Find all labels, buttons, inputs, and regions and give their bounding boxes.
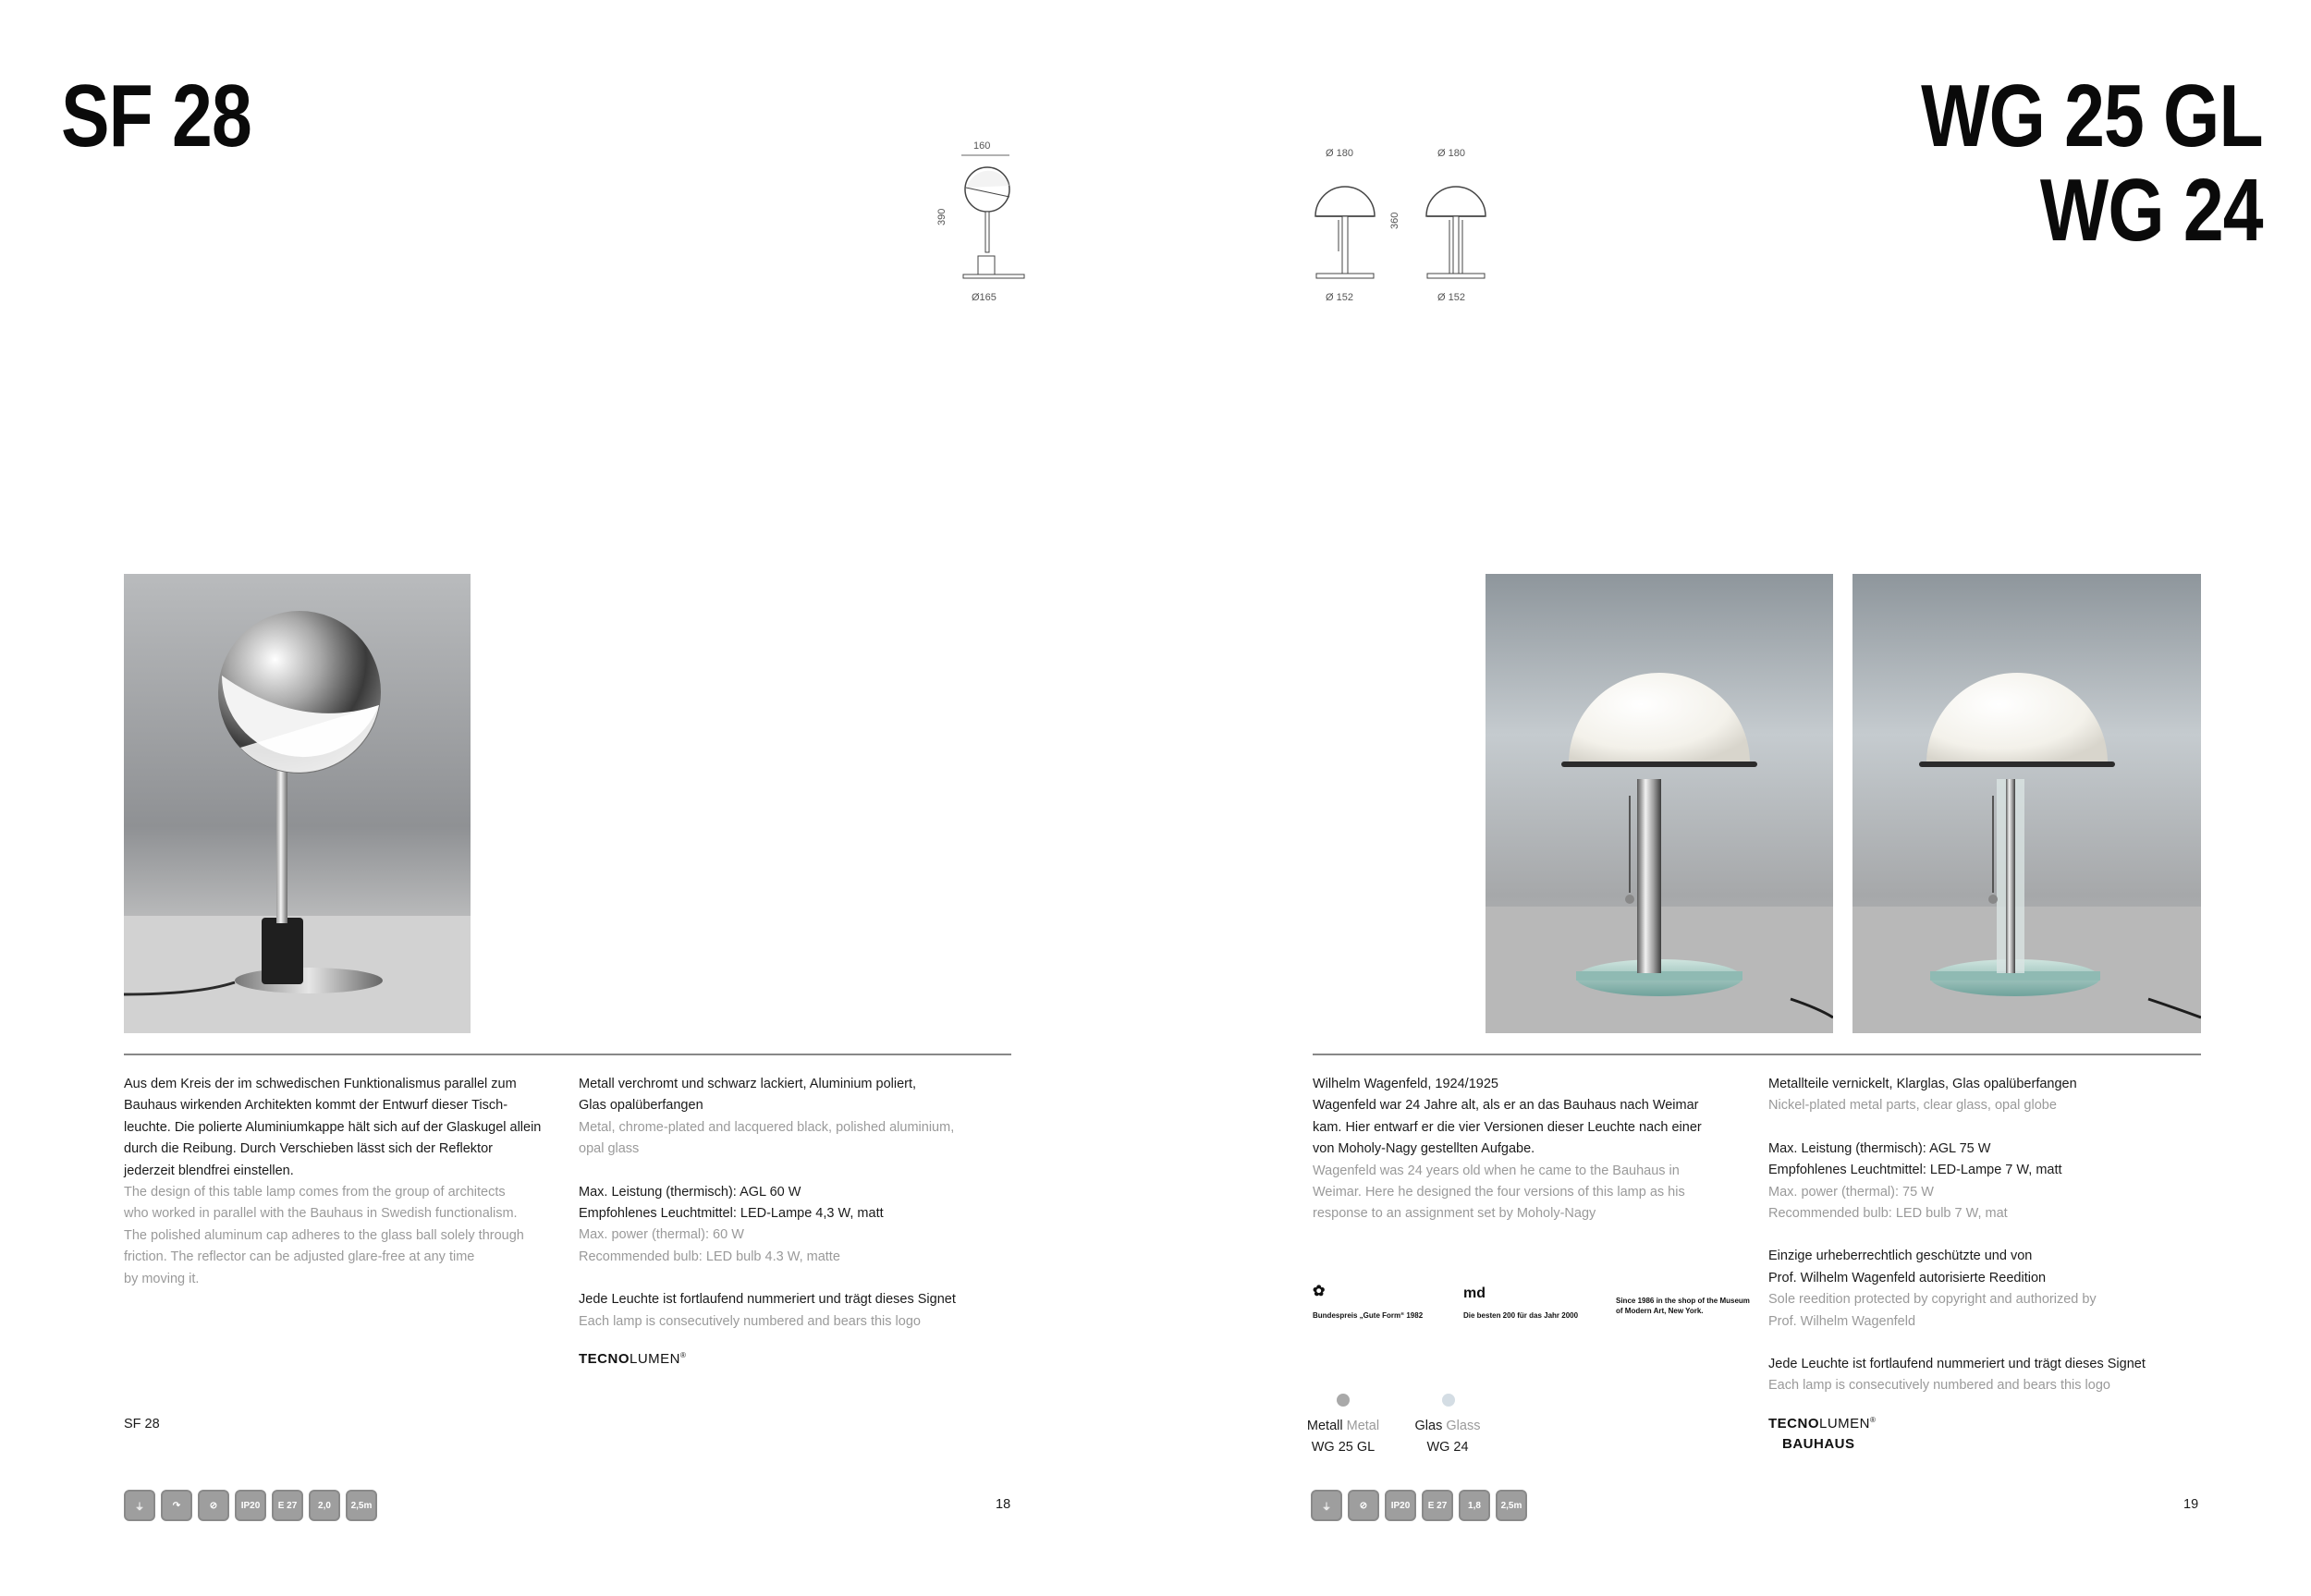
wg-copyright-en: Prof. Wilhelm Wagenfeld (1768, 1313, 1916, 1329)
wg-numbered-en: Each lamp is consecutively numbered and bears this logo (1768, 1378, 2110, 1394)
wg25-base-dim: Ø 152 (1326, 292, 1353, 303)
wg-desc-de-line: Wagenfeld war 24 Jahre alt, als er an das Bauhaus nach Weimar (1313, 1098, 1699, 1114)
wg-numbered-de: Jede Leuchte ist fortlaufend nummeriert und trägt dieses Signet (1768, 1357, 2146, 1372)
variant-metal-model: WG 25 GL (1311, 1440, 1376, 1455)
e27-icon: E 27 (272, 1490, 303, 1521)
weight-icon: 1,8 (1459, 1490, 1490, 1521)
sf28-description (124, 1074, 558, 1290)
wg-desc-en-line: Wagenfeld was 24 years old when he came to the Bauhaus in (1313, 1163, 1680, 1178)
sf28-desc-en-line: who worked in parallel with the Bauhaus in Swedish functionalism. (124, 1206, 518, 1222)
wg-copyright-de: Einzige urheberrechtlich geschützte und von (1768, 1249, 2033, 1264)
sf28-desc-de-line: jederzeit blendfrei einstellen. (124, 1163, 294, 1178)
wg-specs (1768, 1074, 2203, 1397)
weight-icon: 2,0 (309, 1490, 340, 1521)
wg-desc-en-line: response to an assignment set by Moholy-Nagy (1313, 1206, 1596, 1222)
sf28-model-label: SF 28 (124, 1417, 160, 1432)
sf28-desc-de-line: durch die Reibung. Durch Verschieben lässt sich der Reflektor (124, 1141, 493, 1157)
tecnolumen-logo: TECNOLUMEN® (579, 1351, 687, 1367)
sf28-photo (124, 574, 471, 1033)
sf28-width-dim: 160 (973, 140, 991, 152)
sf28-desc-en-line: The polished aluminum cap adheres to the glass ball solely through (124, 1227, 524, 1243)
wg25gl-photo (1486, 574, 1833, 1033)
wg-spec-icons (1311, 1490, 1527, 1521)
md-award-icon: md (1463, 1285, 1486, 1301)
sf28-height-dim: 390 (936, 208, 948, 225)
metal-swatch (1337, 1394, 1350, 1407)
variant-glass-model: WG 24 (1426, 1440, 1469, 1455)
sf28-power-de: Empfohlenes Leuchtmittel: LED-Lampe 4,3 W, matt (579, 1206, 884, 1222)
page-title-sf28: SF 28 (61, 67, 251, 165)
sf28-material-en: opal glass (579, 1141, 640, 1157)
bauhaus-logo-text: BAUHAUS (1782, 1436, 1855, 1452)
sf28-power-en: Recommended bulb: LED bulb 4.3 W, matte (579, 1249, 840, 1264)
sf28-desc-de-line: Aus dem Kreis der im schwedischen Funktionalismus parallel zum (124, 1077, 517, 1091)
right-divider (1313, 1054, 2201, 1055)
sf28-spec-icons (124, 1490, 377, 1521)
wg-desc-de-line: kam. Hier entwarf er die vier Versionen dieser Leuchte nach einer (1313, 1119, 1702, 1135)
md-award: Die besten 200 für das Jahr 2000 (1463, 1311, 1579, 1320)
adjustable-icon: ↷ (161, 1490, 192, 1521)
ip20-icon: IP20 (1385, 1490, 1416, 1521)
sf28-power-de: Max. Leistung (thermisch): AGL 60 W (579, 1184, 801, 1200)
left-divider (124, 1054, 1011, 1055)
earthing-icon: ⏚ (1311, 1490, 1342, 1521)
sf28-base-dim: Ø165 (972, 292, 997, 303)
wg-copyright-en: Sole reedition protected by copyright and authorized by (1768, 1292, 2097, 1308)
page-title-wg25gl: WG 25 GL (1921, 67, 2263, 165)
page-number-left: 18 (996, 1497, 1011, 1512)
wg-description (1313, 1074, 1747, 1225)
wg-power-en: Recommended bulb: LED bulb 7 W, mat (1768, 1206, 2008, 1222)
wg-drawing-svg (1303, 166, 1488, 285)
wg-power-de: Empfohlenes Leuchtmittel: LED-Lampe 7 W, matt (1768, 1163, 2062, 1178)
sf28-desc-en-line: The design of this table lamp comes from the group of architects (124, 1185, 506, 1200)
earthing-icon: ⏚ (124, 1490, 155, 1521)
wg-material-en: Nickel-plated metal parts, clear glass, opal globe (1768, 1098, 2057, 1114)
sf28-numbered-de: Jede Leuchte ist fortlaufend nummeriert und trägt dieses Signet (579, 1292, 956, 1308)
tecnolumen-bauhaus-logo: TECNOLUMEN® (1768, 1416, 1877, 1432)
sf28-desc-de-line: leuchte. Die polierte Aluminiumkappe hält sich auf der Glaskugel allein (124, 1119, 542, 1135)
ip20-icon: IP20 (235, 1490, 266, 1521)
wg25-diameter-dim: Ø 180 (1326, 148, 1353, 159)
wg-desc-de-line: Wilhelm Wagenfeld, 1924/1925 (1313, 1077, 1498, 1091)
wg-copyright-de: Prof. Wilhelm Wagenfeld autorisierte Reedition (1768, 1270, 2047, 1285)
gute-form-award: Bundespreis „Gute Form“ 1982 (1313, 1311, 1424, 1320)
sf28-numbered-en: Each lamp is consecutively numbered and bears this logo (579, 1313, 921, 1329)
no-halogen-icon: ⊘ (198, 1490, 229, 1521)
sf28-desc-de-line: Bauhaus wirkenden Architekten kommt der Entwurf dieser Tisch- (124, 1098, 508, 1114)
wg-desc-de-line: von Moholy-Nagy gestellten Aufgabe. (1313, 1141, 1535, 1157)
sf28-desc-en-line: by moving it. (124, 1271, 200, 1286)
e27-icon: E 27 (1422, 1490, 1453, 1521)
glass-swatch (1442, 1394, 1455, 1407)
cable-length-icon: 2,5m (346, 1490, 377, 1521)
sf28-material-de: Metall verchromt und schwarz lackiert, Aluminium poliert, (579, 1077, 917, 1091)
variant-metal: Metall Metal WG 25 GL (1299, 1416, 1388, 1458)
wg24-diameter-dim: Ø 180 (1437, 148, 1465, 159)
variant-glass: Glas Glass WG 24 (1403, 1416, 1492, 1458)
moma-award: Since 1986 in the shop of the Museum of Modern Art, New York. (1616, 1297, 1750, 1315)
wg24-photo (1852, 574, 2201, 1033)
gute-form-award-icon: ✿ (1313, 1284, 1326, 1299)
wg-desc-en-line: Weimar. Here he designed the four versions of this lamp as his (1313, 1185, 1685, 1200)
sf28-desc-en-line: friction. The reflector can be adjusted glare-free at any time (124, 1249, 475, 1265)
sf28-specs (579, 1074, 1013, 1333)
wg24-base-dim: Ø 152 (1437, 292, 1465, 303)
wg-height-dim: 360 (1389, 212, 1400, 229)
sf28-material-en: Metal, chrome-plated and lacquered black, polished aluminium, (579, 1119, 955, 1135)
cable-length-icon: 2,5m (1496, 1490, 1527, 1521)
wg-material-de: Metallteile vernickelt, Klarglas, Glas opalüberfangen (1768, 1077, 2077, 1091)
wg-power-en: Max. power (thermal): 75 W (1768, 1184, 1934, 1200)
sf28-material-de: Glas opalüberfangen (579, 1098, 703, 1114)
page-title-wg24: WG 24 (2040, 161, 2263, 260)
sf28-drawing-svg (952, 152, 1045, 286)
wg-power-de: Max. Leistung (thermisch): AGL 75 W (1768, 1140, 1991, 1156)
page-number-right: 19 (2183, 1497, 2199, 1512)
no-halogen-icon: ⊘ (1348, 1490, 1379, 1521)
sf28-power-en: Max. power (thermal): 60 W (579, 1227, 744, 1243)
